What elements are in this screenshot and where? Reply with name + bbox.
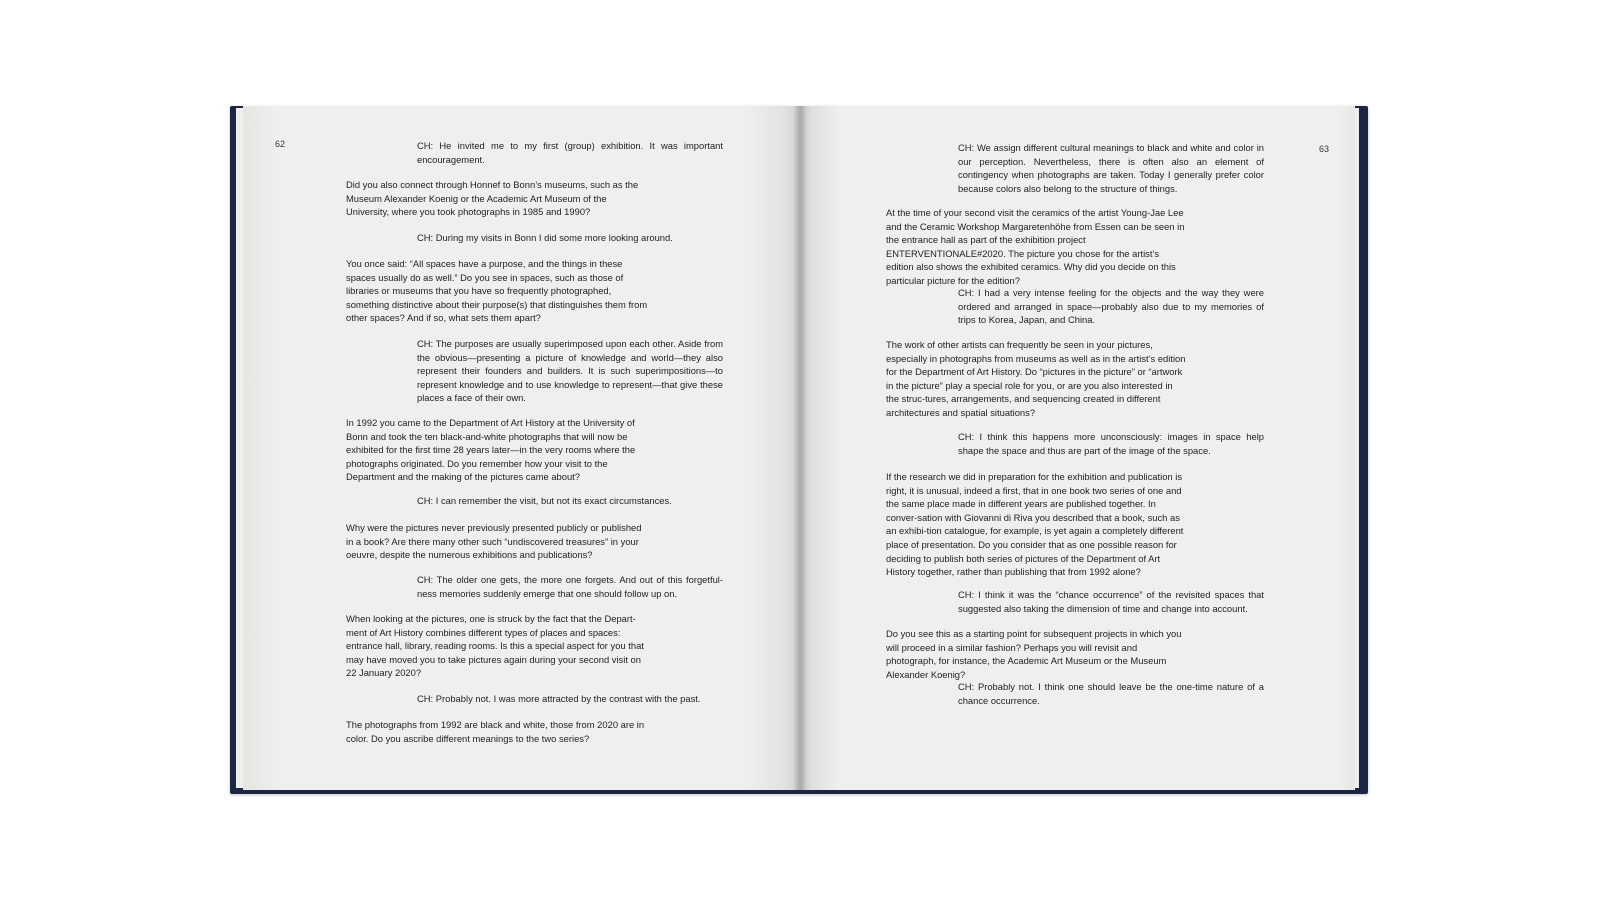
question-paragraph: If the research we did in preparation for the exhibition and publication is right, it is unusual, indeed a first, that in one book two series of one and the same place made in different years are published together. In conver-sation with Giovanni di Riva you described that a book, such as an exhibi-tion catalogue, for example, is yet again a completely different place of presentation. Do you consider that as one possible reason for deciding to publish both series of pictures of the Department of Art History together, rather than publishing that from 1992 alone? — [886, 471, 1184, 578]
question-paragraph: The photographs from 1992 are black and white, those from 2020 are in color. Do you ascribe different meanings to the two series? — [346, 719, 645, 744]
left-page — [243, 106, 801, 790]
answer-paragraph: CH: I think this happens more unconsciously: images in space help shape the space and thus are part of the image of the space. — [958, 431, 1264, 456]
book-gutter — [793, 106, 807, 790]
question-paragraph: When looking at the pictures, one is struck by the fact that the Depart-ment of Art History combines different types of places and spaces: entrance hall, library, reading rooms. Is this a special aspect for you that may have moved you to take pictures again during your second visit on 22 January 2020? — [346, 613, 644, 679]
answer-paragraph: CH: Probably not. I think one should leave be the one-time nature of a chance occurrence. — [958, 681, 1264, 706]
answer-paragraph: CH: During my visits in Bonn I did some more looking around. — [417, 232, 673, 243]
answer-paragraph: CH: I can remember the visit, but not its exact circumstances. — [417, 495, 672, 506]
answer-paragraph: CH: Probably not. I was more attracted by the contrast with the past. — [417, 693, 701, 704]
page-number-right: 63 — [1319, 144, 1330, 154]
answer-paragraph: CH: The older one gets, the more one forgets. And out of this forgetful-ness memories suddenly emerge that one should follow up on. — [417, 574, 723, 599]
question-paragraph: At the time of your second visit the ceramics of the artist Young-Jae Lee and the Ceramic Workshop Margaretenhöhe from Essen can be seen in the entrance hall as part of the exhibition project ENTERVENTIONALE#2020. The picture you chose for the artist’s edition also shows the exhibited ceramics. Why did you decide on this particular picture for the edition? — [886, 207, 1185, 286]
question-paragraph: Did you also connect through Honnef to Bonn’s museums, such as the Museum Alexander Koenig or the Academic Art Museum of the University, where you took photographs in 1985 and 1990? — [346, 179, 639, 218]
answer-paragraph: CH: I had a very intense feeling for the objects and the way they were ordered and arranged in space—probably also due to my memories of trips to Korea, Japan, and China. — [958, 287, 1264, 326]
answer-paragraph: CH: The purposes are usually superimposed upon each other. Aside from the obvious—presenting a picture of knowledge and world—they also represent their founders and builders. It is such superimpositions—to represent knowledge and to use knowledge to represent—that give these places a face of their own. — [417, 338, 723, 404]
answer-paragraph: CH: He invited me to my first (group) exhibition. It was important encouragement. — [417, 140, 723, 165]
right-page — [801, 106, 1355, 790]
question-paragraph: Why were the pictures never previously presented publicly or published in a book? Are there many other such “undiscovered treasures” in your oeuvre, despite the numerous exhibitions and publications? — [346, 522, 642, 561]
answer-paragraph: CH: I think it was the “chance occurrence” of the revisited spaces that suggested also taking the dimension of time and change into account. — [958, 589, 1264, 614]
question-paragraph: The work of other artists can frequently be seen in your pictures, especially in photographs from museums as well as in the artist’s edition for the Department of Art History. Do “pictures in the picture” or “artwork in the picture” play a special role for you, or are you also interested in the struc-tures, arrangements, and sequencing created in different architectures and spatial situations? — [886, 339, 1186, 418]
question-paragraph: You once said: “All spaces have a purpose, and the things in these spaces usually do as well.” Do you see in spaces, such as those of libraries or museums that you have so frequently photographed, something distinctive about their purpose(s) that distinguishes them from other spaces? And if so, what sets them apart? — [346, 258, 648, 324]
answer-paragraph: CH: We assign different cultural meanings to black and white and color in our perception. Nevertheless, there is often also an element of contingency when photographs are taken. Today I generally prefer color because colors also belong to the structure of things. — [958, 142, 1264, 194]
page-number-left: 62 — [275, 139, 286, 149]
question-paragraph: In 1992 you came to the Department of Art History at the University of Bonn and took the ten black-and-white photographs that will now be exhibited for the first time 28 years later—in the very rooms where the photographs originated. Do you remember how your visit to the Department and the making of the pictures came about? — [346, 417, 636, 483]
question-paragraph: Do you see this as a starting point for subsequent projects in which you will proceed in a similar fashion? Perhaps you will revisit and photograph, for instance, the Academic Art Museum or the Museum Alexander Koenig? — [886, 628, 1182, 680]
